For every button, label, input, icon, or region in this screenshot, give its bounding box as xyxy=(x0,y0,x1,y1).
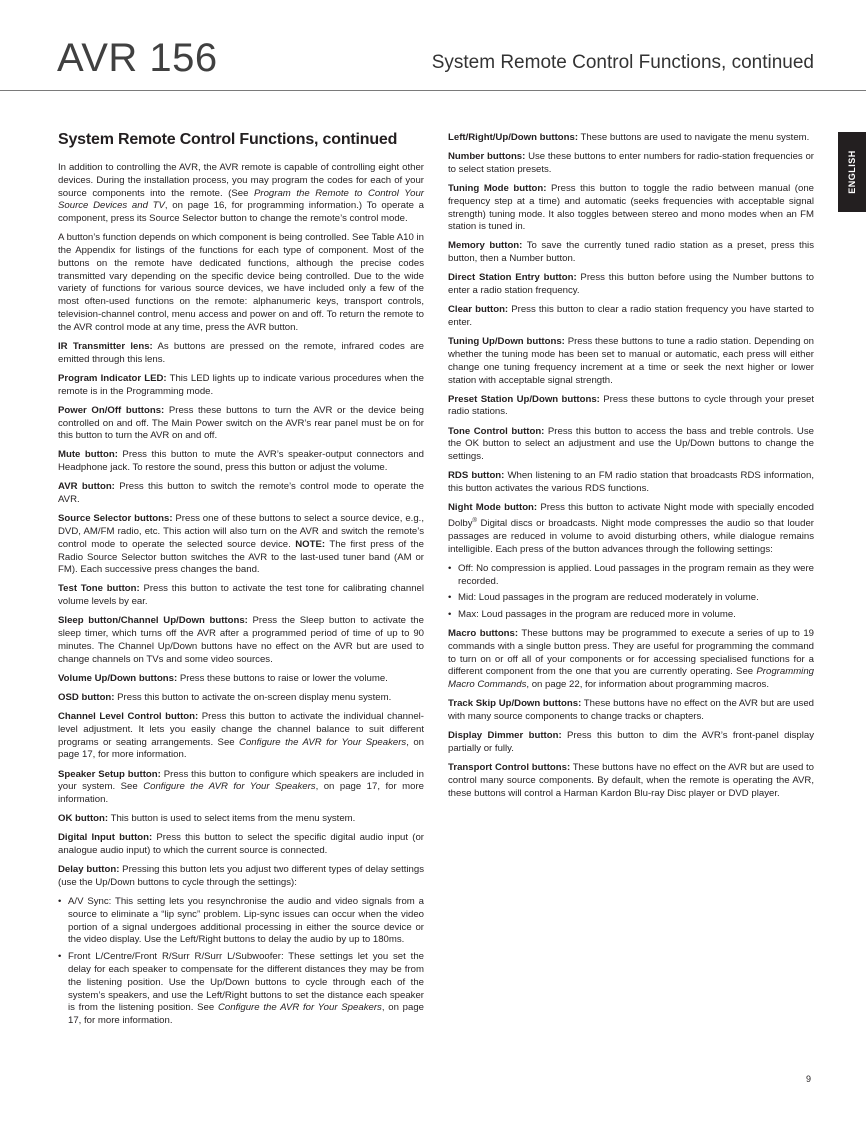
description: , on page 17, for more information. xyxy=(58,781,424,806)
term: Tuning Up/Down buttons: xyxy=(448,336,565,348)
transport-item xyxy=(448,762,814,800)
term: Test Tone button: xyxy=(58,583,140,595)
note-label: NOTE: xyxy=(295,538,326,550)
direct-entry-item xyxy=(448,272,814,298)
description: Press this button to toggle the radio between manual (one frequency step at a time) and automatic (seeks frequencies with acceptable signal strength) tuning mode. It also toggles between stereo and mono modes when an FM station is tuned in. xyxy=(448,182,814,233)
number-buttons-item xyxy=(448,151,814,177)
term: Direct Station Entry button: xyxy=(448,272,577,284)
description: Use these buttons to enter numbers for radio-station frequencies or to select station presets. xyxy=(448,151,814,175)
description: These buttons have no effect on the AVR but are used with many source components to change tracks or chapters. xyxy=(448,698,814,723)
digital-input-item xyxy=(58,832,424,858)
clear-item xyxy=(448,304,814,330)
term: AVR button: xyxy=(58,481,115,493)
term: Number buttons: xyxy=(448,151,526,163)
description: Press this button before using the Number buttons to enter a radio station frequency. xyxy=(448,272,814,297)
term: Memory button: xyxy=(448,240,523,252)
header-divider xyxy=(0,90,866,91)
text: , on page 16, for programming information.) To operate a component, press its Source Selector button to change the remote’s control mode. xyxy=(58,200,425,225)
term: Volume Up/Down buttons: xyxy=(58,672,178,684)
list-item: • Off: No compression is applied. Loud passages in the program remain as they were recorded. xyxy=(448,563,814,589)
volume-item xyxy=(58,673,424,686)
list-item xyxy=(58,951,424,1028)
description: The first press of the Radio Source Selector button switches the AVR to the last-used tuner band (AM or FM). Each successive press changes the band. xyxy=(58,538,425,576)
term: Mute button: xyxy=(58,449,118,461)
text: Front L/Centre/Front R/Surr R/Surr L/Subwoofer: These settings let you set the delay for each speaker to compensate for the different distances they may be from the listening position. Use the Up/Down buttons to cycle through each of the system’s speakers, and use the Left/Right buttons to set the distance each speaker is from the listening position. See xyxy=(68,951,424,1014)
ir-transmitter-item xyxy=(58,341,424,367)
text: A/V Sync: This setting lets you resynchronise the audio and video signals from a source to eliminate a “lip sync” problem. Lip-sync issues can occur when the video portion of a signal undergoes additional processing in either the source device or the video display. Use the Left/Right buttons to delay the audio by up to 180ms. xyxy=(68,896,424,946)
cross-reference: Configure the AVR for Your Speakers xyxy=(217,1002,382,1014)
cross-reference: Programming Macro Commands xyxy=(448,666,814,691)
tuning-item xyxy=(448,336,814,387)
list-item: • Mid: Loud passages in the program are reduced moderately in volume. xyxy=(448,592,814,605)
channel-level-item xyxy=(58,711,424,762)
memory-item xyxy=(448,240,814,266)
delay-item xyxy=(58,864,424,890)
power-item xyxy=(58,405,424,443)
term: Source Selector buttons: xyxy=(58,513,173,525)
description: This button is used to select items from the menu system. xyxy=(108,813,356,825)
language-tab-label: ENGLISH xyxy=(847,150,857,194)
rds-item xyxy=(448,470,814,496)
term: Delay button: xyxy=(58,864,120,876)
cross-reference: Configure the AVR for Your Speakers xyxy=(239,736,407,748)
track-skip-item xyxy=(448,698,814,724)
description: Press this button to activate the on-screen display menu system. xyxy=(114,691,392,703)
display-dimmer-item xyxy=(448,730,814,756)
night-mode-item xyxy=(448,502,814,556)
term: Night Mode button: xyxy=(448,502,538,514)
term: Channel Level Control button: xyxy=(58,711,199,723)
ok-item xyxy=(58,813,424,826)
description: When listening to an FM radio station that broadcasts RDS information, this button activates the various RDS functions. xyxy=(448,470,815,494)
preset-item xyxy=(448,394,814,420)
cross-reference: Configure the AVR for Your Speakers xyxy=(143,781,316,793)
description: , on page 17, for more information. xyxy=(58,736,424,761)
term: Power On/Off buttons: xyxy=(58,404,165,416)
description: Press this button to access the bass and treble controls. Use the OK button to select an adjustment and use the Up/Down buttons to change the settings. xyxy=(448,425,814,463)
term: Program Indicator LED: xyxy=(58,372,167,384)
speaker-setup-item xyxy=(58,769,424,807)
description: These buttons are used to navigate the menu system. xyxy=(578,132,810,143)
description: As buttons are pressed on the remote, infrared codes are emitted through this lens. xyxy=(58,340,424,365)
night-settings-list xyxy=(448,563,814,622)
description: These buttons have no effect on the AVR but are used to control many source components. By default, when the remote is operating the AVR, these buttons will control a Harman Kardon Blu-ray Disc player or DVD player. xyxy=(448,762,814,799)
description: These buttons may be programmed to execute a series of up to 19 commands with a single button press. They are useful for programming the command to turn on or off all of your components or for accessing specialised functions for a different component from the one that you are currently operating. See xyxy=(448,627,814,678)
list-item xyxy=(58,896,424,947)
macro-item xyxy=(448,628,814,692)
term: Transport Control buttons: xyxy=(448,762,571,774)
description: Press this button to clear a radio station frequency you have started to enter. xyxy=(448,304,814,329)
sleep-item xyxy=(58,615,424,666)
list-item: • Max: Loud passages in the program are reduced more in volume. xyxy=(448,609,814,622)
term: Display Dimmer button: xyxy=(448,730,562,742)
description: Press these buttons to turn the AVR or the device being controlled on and off. The Main Power switch on the AVR’s rear panel must be on for this button to turn the AVR on and off. xyxy=(58,404,424,442)
description: Press this button to switch the remote’s control mode to operate the AVR. xyxy=(58,481,425,506)
intro-paragraph-1 xyxy=(58,162,424,226)
description: Press this button to activate Night mode with specially encoded Dolby xyxy=(448,502,814,530)
term: RDS button: xyxy=(448,470,505,482)
right-column xyxy=(448,132,814,807)
description: Pressing this button lets you adjust two different types of delay settings (use the Up/Down buttons to cycle through the settings): xyxy=(58,864,424,888)
term: Tuning Mode button: xyxy=(448,182,547,194)
description: Press this button to activate the individual channel-level adjustment. It lets you easily change the channel balance to suit different programs or seating arrangements. See xyxy=(58,711,424,748)
term: Preset Station Up/Down buttons: xyxy=(448,393,600,405)
description: Digital discs or broadcasts. Night mode compresses the audio so that louder passages are reduced in volume to avoid disturbing others, while dialogue remains intelligible. Each press of the button advances through the following settings: xyxy=(448,518,814,555)
tuning-mode-item xyxy=(448,183,814,234)
program-led-item xyxy=(58,373,424,399)
term: Clear button: xyxy=(448,304,509,316)
description: Press these buttons to raise or lower the volume. xyxy=(177,672,388,684)
description: Press this button to select the specific digital audio input (or analogue audio input) to which the current source is connected. xyxy=(58,832,424,857)
description: Press the Sleep button to activate the sleep timer, which turns off the AVR after a programmed period of time of up to 90 minutes. The Channel Up/Down buttons have no effect on the AVR but are used to change channels on TVs and some video sources. xyxy=(58,615,424,665)
test-tone-item xyxy=(58,583,424,609)
term: Speaker Setup button: xyxy=(58,768,161,780)
description: To save the currently tuned radio station as a preset, press this button, then a Number button. xyxy=(448,240,814,265)
text: , on page 17, for more information. xyxy=(68,1002,425,1027)
delay-settings-list xyxy=(58,896,424,1028)
description: Press one of these buttons to select a source device, e.g., DVD, AM/FM radio, etc. This action will also turn on the AVR and switch the remote’s control mode to operate the selected source device. xyxy=(58,513,424,550)
description: Press this button to dim the AVR’s front-panel display partially or fully. xyxy=(448,730,814,754)
model-name: AVR 156 xyxy=(57,36,218,80)
description: This LED lights up to indicate various procedures when the remote is in the Programming mode. xyxy=(58,372,424,397)
term: Macro buttons: xyxy=(448,627,519,639)
intro-paragraph-2 xyxy=(58,232,424,334)
description: Press this button to configure which speakers are included in your system. See xyxy=(58,768,424,793)
section-heading: System Remote Control Functions, continued xyxy=(58,131,398,148)
navigation-item xyxy=(448,132,814,145)
term: Track Skip Up/Down buttons: xyxy=(448,698,582,710)
mute-item xyxy=(58,449,424,475)
description: Press this button to activate the test tone for calibrating channel volume levels by ear. xyxy=(58,583,424,608)
page-header-title: System Remote Control Functions, continued xyxy=(431,52,814,73)
term: Left/Right/Up/Down buttons: xyxy=(448,132,579,143)
description: , on page 22, for information about programming macros. xyxy=(526,679,770,691)
left-column xyxy=(58,130,424,1034)
registered-mark: ® xyxy=(472,517,477,524)
osd-item xyxy=(58,692,424,705)
text: In addition to controlling the AVR, the AVR remote is capable of controlling eight other devices. During the installation process, you may program the codes for each of your source components into the remote. (See xyxy=(58,162,424,199)
tone-item xyxy=(448,426,814,464)
term: OK button: xyxy=(58,813,109,825)
term: Digital Input button: xyxy=(58,832,153,844)
description: Press these buttons to cycle through your preset radio stations. xyxy=(448,393,814,418)
description: Press this button to mute the AVR’s speaker-output connectors and Headphone jack. To restore the sound, press this button or adjust the volume. xyxy=(58,449,424,474)
text: A button’s function depends on which component is being controlled. See Table A10 in the Appendix for listings of the functions for each type of component. Most of the buttons on the remote have dedicated functions, although the precise codes transmitted vary depending on the specific device being controlled. Due to the wide variety of functions for various source devices, we have included only a few of the most often-used functions on the remote: alphanumeric keys, transport controls, television-channel control, menu access and power on and off. To return the remote to the AVR control mode at any time, press the AVR button. xyxy=(58,232,424,333)
description: Press these buttons to tune a radio station. Depending on whether the tuning mode has been set to manual or automatic, each press will either change one tuning frequency increment at a time or seek the next higher or lower station with acceptable signal strength. xyxy=(448,336,814,386)
source-selector-item xyxy=(58,513,424,577)
term: IR Transmitter lens: xyxy=(58,340,153,352)
avr-item xyxy=(58,481,424,507)
term: Sleep button/Channel Up/Down buttons: xyxy=(58,615,248,627)
cross-reference: Program the Remote to Control Your Source Devices and TV xyxy=(58,187,424,212)
language-tab xyxy=(838,132,866,212)
term: Tone Control button: xyxy=(448,425,545,437)
page-number: 9 xyxy=(806,1074,812,1084)
term: OSD button: xyxy=(58,691,115,703)
